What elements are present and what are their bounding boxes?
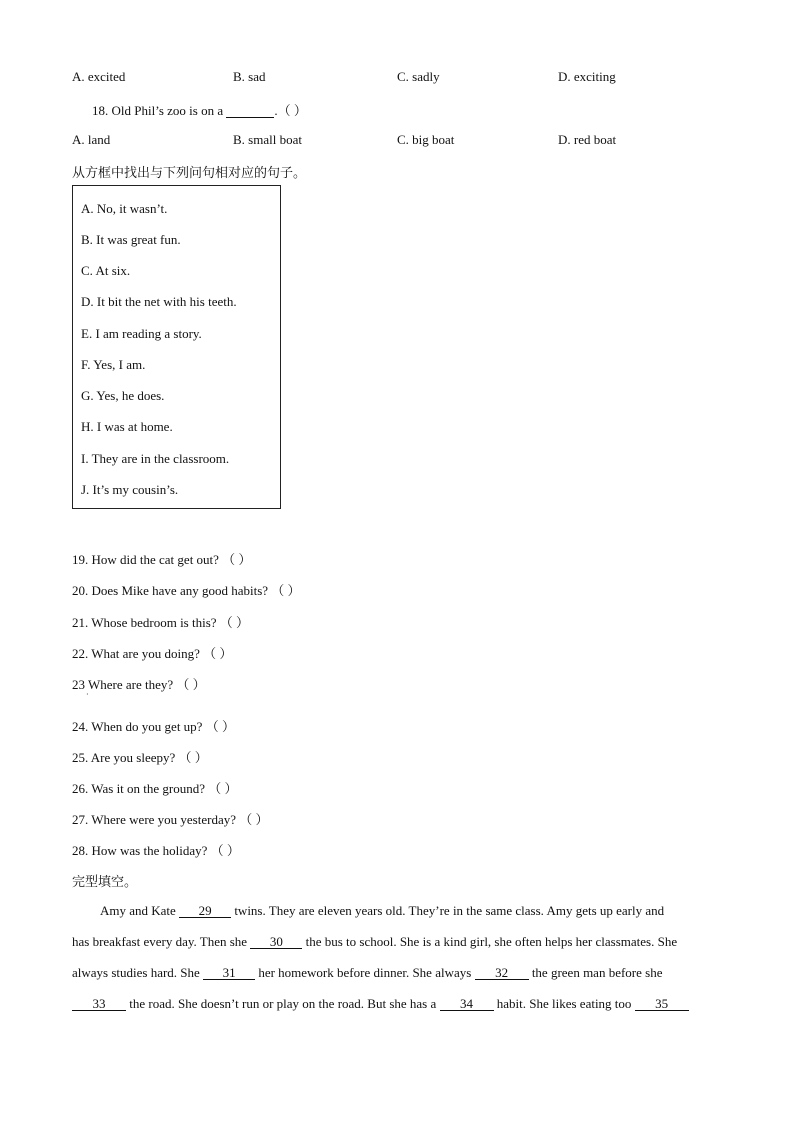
question-23-dot: · xyxy=(86,690,89,699)
cloze-line-3 xyxy=(72,965,722,981)
cloze-blank-29: 29 xyxy=(179,904,231,918)
answer-box xyxy=(72,185,281,509)
cloze-line-3-pre: always studies hard. She xyxy=(72,965,200,980)
question-25: 25. Are you sleepy? （ ） xyxy=(72,750,208,765)
q17-option-a: A. excited xyxy=(72,69,126,84)
question-21: 21. Whose bedroom is this? （ ） xyxy=(72,615,250,630)
question-27: 27. Where were you yesterday? （ ） xyxy=(72,812,269,827)
question-20: 20. Does Mike have any good habits? （ ） xyxy=(72,583,301,598)
cloze-line-4 xyxy=(72,996,722,1012)
cloze-line-4-mid: the road. She doesn’t run or play on the road. But she has a xyxy=(129,996,437,1011)
answer-option-c: C. At six. xyxy=(81,263,131,278)
q18-stem-prefix: 18. Old Phil’s zoo is on a xyxy=(92,103,224,118)
cloze-title: 完型填空。 xyxy=(72,875,138,890)
question-19: 19. How did the cat get out? （ ） xyxy=(72,552,252,567)
q18-stem-suffix: .（ ） xyxy=(274,103,307,118)
cloze-line-2 xyxy=(72,934,722,950)
cloze-blank-34: 34 xyxy=(440,997,494,1011)
cloze-blank-32: 32 xyxy=(475,966,529,980)
cloze-blank-30: 30 xyxy=(250,935,302,949)
q18-option-b: B. small boat xyxy=(233,132,302,147)
answer-option-h: H. I was at home. xyxy=(81,419,173,434)
cloze-blank-35: 35 xyxy=(635,997,689,1011)
q17-option-b: B. sad xyxy=(233,69,266,84)
cloze-line-2-post: the bus to school. She is a kind girl, she often helps her classmates. She xyxy=(305,934,678,949)
question-24: 24. When do you get up? （ ） xyxy=(72,719,235,734)
matching-instruction: 从方框中找出与下列问句相对应的句子。 xyxy=(72,166,307,181)
answer-option-f: F. Yes, I am. xyxy=(81,357,146,372)
question-28: 28. How was the holiday? （ ） xyxy=(72,843,240,858)
answer-option-e: E. I am reading a story. xyxy=(81,326,202,341)
cloze-line-3-post: the green man before she xyxy=(531,965,663,980)
q18-option-a: A. land xyxy=(72,132,111,147)
q17-option-c: C. sadly xyxy=(397,69,440,84)
q18-stem xyxy=(92,100,307,119)
question-22: 22. What are you doing? （ ） xyxy=(72,646,233,661)
answer-option-a: A. No, it wasn’t. xyxy=(81,201,168,216)
answer-option-g: G. Yes, he does. xyxy=(81,388,165,403)
cloze-line-1 xyxy=(72,903,722,919)
answer-option-j: J. It’s my cousin’s. xyxy=(81,482,179,497)
answer-option-d: D. It bit the net with his teeth. xyxy=(81,294,237,309)
question-26: 26. Was it on the ground? （ ） xyxy=(72,781,238,796)
answer-option-b: B. It was great fun. xyxy=(81,232,181,247)
question-23: 23 Where are they? （ ） xyxy=(72,677,206,692)
cloze-line-1-post: twins. They are eleven years old. They’re in the same class. Amy gets up early and xyxy=(234,903,665,918)
q18-option-c: C. big boat xyxy=(397,132,455,147)
cloze-blank-33: 33 xyxy=(72,997,126,1011)
q18-blank xyxy=(226,104,274,118)
cloze-line-4-mid2: habit. She likes eating too xyxy=(496,996,632,1011)
q17-option-d: D. exciting xyxy=(558,69,616,84)
cloze-line-1-pre: Amy and Kate xyxy=(100,903,176,918)
answer-option-i: I. They are in the classroom. xyxy=(81,451,230,466)
cloze-line-2-pre: has breakfast every day. Then she xyxy=(72,934,248,949)
q18-option-d: D. red boat xyxy=(558,132,617,147)
cloze-line-3-mid: her homework before dinner. She always xyxy=(258,965,472,980)
cloze-blank-31: 31 xyxy=(203,966,255,980)
